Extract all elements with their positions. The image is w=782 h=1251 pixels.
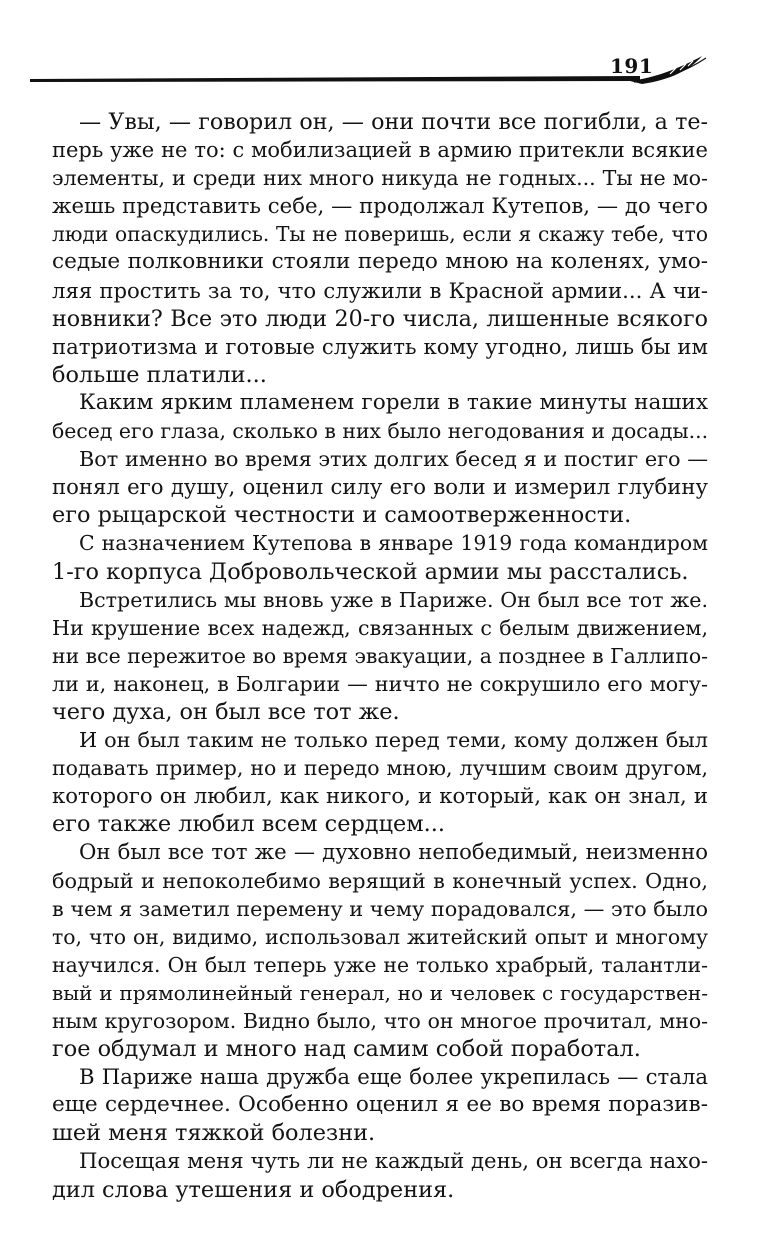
text-line: С назначением Кутепова в январе 1919 года командиром [79, 531, 708, 556]
paragraph [52, 445, 708, 529]
text-line: еще сердечнее. Особенно оценил я ее во время поразив- [52, 1092, 708, 1118]
text-line: вый и прямолинейный генерал, но и человек с государствен- [52, 980, 708, 1005]
text-line: Ни крушение всех надежд, связанных с белым движением, [52, 615, 708, 640]
text-line: больше платили... [52, 361, 267, 388]
text-line: Встретились мы вновь уже в Париже. Он был все тот же. [79, 587, 708, 612]
text-line: бодрый и непоколебимо верящий в конечный успех. Одно, [52, 868, 708, 893]
text-line: ляя простить за то, что служили в Красной армии... А чи- [52, 277, 708, 303]
text-line: гое обдумал и много над самим собой поработал. [52, 1036, 641, 1063]
paragraph [52, 838, 708, 1063]
text-line: ни все пережитое во время эвакуации, а позднее в Галлипо- [52, 643, 708, 668]
page-header [30, 48, 710, 98]
text-line: дил слова утешения и ободрения. [52, 1176, 455, 1203]
text-line: И он был таким не только перед теми, кому должен был [79, 728, 708, 753]
paragraph [52, 726, 708, 838]
header-ornamental-rule [30, 48, 710, 98]
text-line: — Увы, — говорил он, — они почти все погибли, а те- [79, 109, 708, 135]
text-line: перь уже не то: с мобилизацией в армию притекли всякие [52, 138, 708, 163]
text-line: элементы, и среди них много никуда не годных... Ты не мо- [52, 166, 708, 191]
text-line: его рыцарской честности и самоотверженности. [52, 502, 632, 529]
paragraph [52, 108, 708, 389]
page-number: 191 [610, 54, 654, 78]
text-line: в чем я заметил перемену и чему порадовался, — это было [52, 896, 708, 921]
text-line: чего духа, он был все тот же. [52, 698, 400, 725]
paragraph [52, 529, 708, 585]
paragraph [52, 1147, 708, 1203]
paragraph [52, 1063, 708, 1147]
text-line: Вот именно во время этих долгих бесед я и постиг его — [79, 447, 708, 472]
text-line: люди опаскудились. Ты не поверишь, если я скажу тебе, что [52, 222, 708, 247]
paragraph [52, 586, 708, 726]
text-line: подавать пример, но и передо мною, лучшим своим другом, [52, 756, 708, 781]
text-line: которого он любил, как никого, и который, как он знал, и [52, 783, 708, 809]
text-line: жешь представить себе, — продолжал Кутепов, — до чего [52, 193, 708, 219]
text-line: седые полковники стояли передо мною на коленях, умо- [52, 249, 708, 275]
text-line: Он был все тот же — духовно непобедимый, неизменно [79, 839, 708, 865]
text-line: В Париже наша дружба еще более укрепилась — стала [79, 1064, 708, 1090]
text-line: научился. Он был теперь уже не только храбрый, талантли- [52, 952, 708, 977]
text-line: ли и, наконец, в Болгарии — ничто не сокрушило его могу- [52, 671, 708, 696]
body-text [52, 108, 708, 1204]
text-line: бесед его глаза, сколько в них было негодования и досады... [52, 419, 708, 444]
text-line: понял его душу, оценил силу его воли и измерил глубину [52, 474, 708, 500]
text-line: Каким ярким пламенем горели в такие минуты наших [79, 389, 708, 415]
text-line: Посещая меня чуть ли не каждый день, он всегда нахо- [79, 1148, 708, 1174]
paragraph [52, 389, 708, 445]
text-line: ным кругозором. Видно было, что он многое прочитал, мно- [52, 1009, 708, 1033]
text-line: его также любил всем сердцем... [52, 811, 445, 838]
text-line: 1-го корпуса Добровольческой армии мы расстались. [52, 558, 689, 585]
text-line: новники? Все это люди 20-го числа, лишенные всякого [52, 305, 708, 332]
text-line: то, что он, видимо, использовал житейский опыт и многому [52, 924, 708, 949]
text-line: патриотизма и готовые служить кому угодно, лишь бы им [52, 333, 708, 359]
text-line: шей меня тяжкой болезни. [52, 1120, 376, 1147]
